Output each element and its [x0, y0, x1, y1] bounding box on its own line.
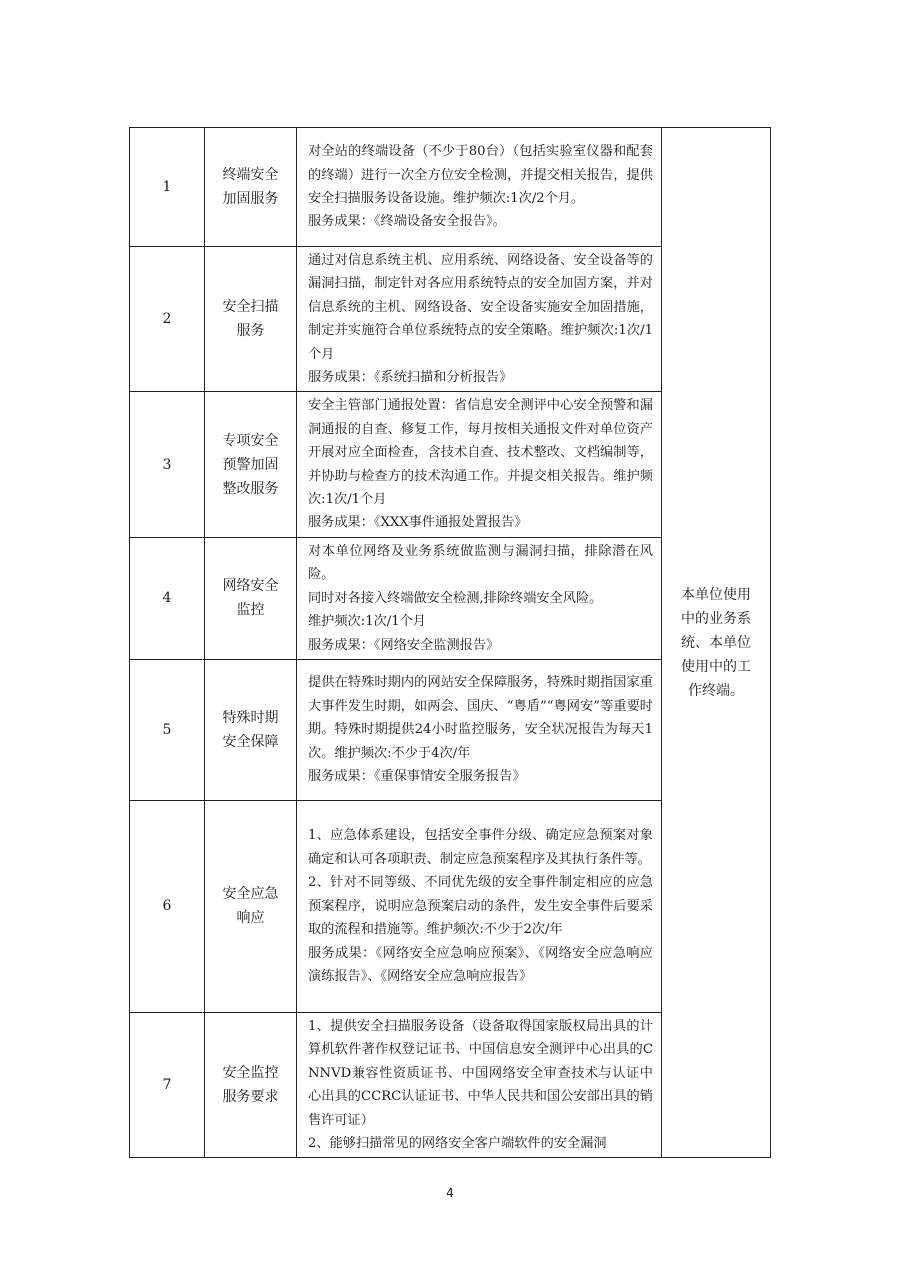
description-line: 服务成果：《网络安全应急响应预案》、《网络安全应急响应演练报告》、《网络安全应急响应报告》	[308, 945, 653, 984]
description-line: 2、针对不同等级、不同优先级的安全事件制定相应的应急预案程序，说明应急预案启动的条件，发生安全事件后要采取的流程和措施等。维护频次:不少于2次/年	[308, 875, 653, 938]
description-line: 服务成果：《网络安全监测报告》	[308, 637, 500, 653]
description-line: 1、提供安全扫描服务设备（设备取得国家版权局出具的计算机软件著作权登记证书、中国信息安全测评中心出具的CNNVD兼容性资质证书、中国网络安全审查技术与认证中心出具的CCRC认证证书、中华人民共和国公安部出具的销售许可证）	[308, 1018, 653, 1128]
service-scope: 本单位使用中的业务系统、本单位使用中的工作终端。	[681, 586, 751, 699]
service-name: 专项安全预警加固整改服务	[222, 432, 279, 497]
row-number-cell: 5	[130, 659, 205, 800]
page-number: 4	[446, 1186, 454, 1200]
service-name: 安全扫描服务	[222, 299, 279, 340]
description-line: 提供在特殊时期内的网站安全保障服务，特殊时期指国家重大事件发生时期，如两会、国庆、“粤盾”“粤网安”等重要时期。特殊时期提供24小时监控服务，安全状况报告为每天1次。维护频次:不少于4次/年	[308, 675, 653, 761]
service-name-cell	[205, 128, 297, 247]
service-name-cell	[205, 800, 297, 1012]
table-body	[130, 128, 771, 1158]
service-description-cell	[297, 392, 662, 537]
service-name-cell	[205, 659, 297, 800]
service-description-cell	[297, 128, 662, 247]
row-number-cell: 7	[130, 1012, 205, 1157]
service-description-cell	[297, 247, 662, 392]
description-line: 服务成果：《系统扫描和分析报告》	[308, 370, 513, 386]
service-name-cell	[205, 1012, 297, 1157]
service-name: 安全应急响应	[222, 886, 279, 927]
service-scope-cell	[662, 128, 771, 1158]
description-line: 同时对各接入终端做安全检测,排除终端安全风险。	[308, 590, 603, 606]
row-number-cell: 3	[130, 392, 205, 537]
service-name: 终端安全加固服务	[222, 167, 279, 207]
service-table	[129, 127, 771, 1158]
service-name: 特殊时期安全保障	[222, 709, 279, 750]
row-number-cell: 2	[130, 247, 205, 392]
description-line: 2、能够扫描常见的网络安全客户端软件的安全漏洞	[308, 1135, 607, 1151]
service-name-cell	[205, 392, 297, 537]
description-line: 维护频次:1次/1个月	[308, 614, 426, 630]
description-line: 对全站的终端设备（不少于80台）（包括实验室仪器和配套的终端）进行一次全方位安全检测，并提交相关报告，提供安全扫描服务设备设施。维护频次:1次/2个月。	[308, 144, 653, 206]
service-description-cell	[297, 659, 662, 800]
row-number-cell: 6	[130, 800, 205, 1012]
row-number-cell: 1	[130, 128, 205, 247]
description-line: 服务成果：《XXX事件通报处置报告》	[308, 515, 528, 531]
description-line: 安全主管部门通报处置：省信息安全测评中心安全预警和漏洞通报的自查、修复工作，每月按相关通报文件对单位资产开展对应全面检查，含技术自查、技术整改、文档编制等，并协助与检查方的技术沟通工作。并提交相关报告。维护频次:1次/1个月	[308, 398, 653, 508]
description-line: 1、应急体系建设，包括安全事件分级、确定应急预案对象确定和认可各项职责、制定应急预案程序及其执行条件等。	[308, 828, 653, 867]
service-description-cell	[297, 800, 662, 1012]
service-name-cell	[205, 247, 297, 392]
description-line: 服务成果：《重保事情安全服务报告》	[308, 769, 526, 785]
description-line: 对本单位网络及业务系统做监测与漏洞扫描，排除潜在风险。	[308, 543, 653, 583]
table-row	[130, 128, 771, 247]
service-description-cell	[297, 1012, 662, 1157]
row-number-cell: 4	[130, 537, 205, 659]
description-line: 通过对信息系统主机、应用系统、网络设备、安全设备等的漏洞扫描，制定针对各应用系统特点的安全加固方案，并对信息系统的主机、网络设备、安全设备实施安全加固措施，制定并实施符合单位系统特点的安全策略。维护频次:1次/1个月	[308, 253, 653, 362]
service-name-cell	[205, 537, 297, 659]
service-name: 网络安全监控	[222, 578, 279, 619]
service-description-cell	[297, 537, 662, 659]
description-line: 服务成果：《终端设备安全报告》。	[308, 214, 506, 230]
service-name: 安全监控服务要求	[222, 1065, 279, 1106]
